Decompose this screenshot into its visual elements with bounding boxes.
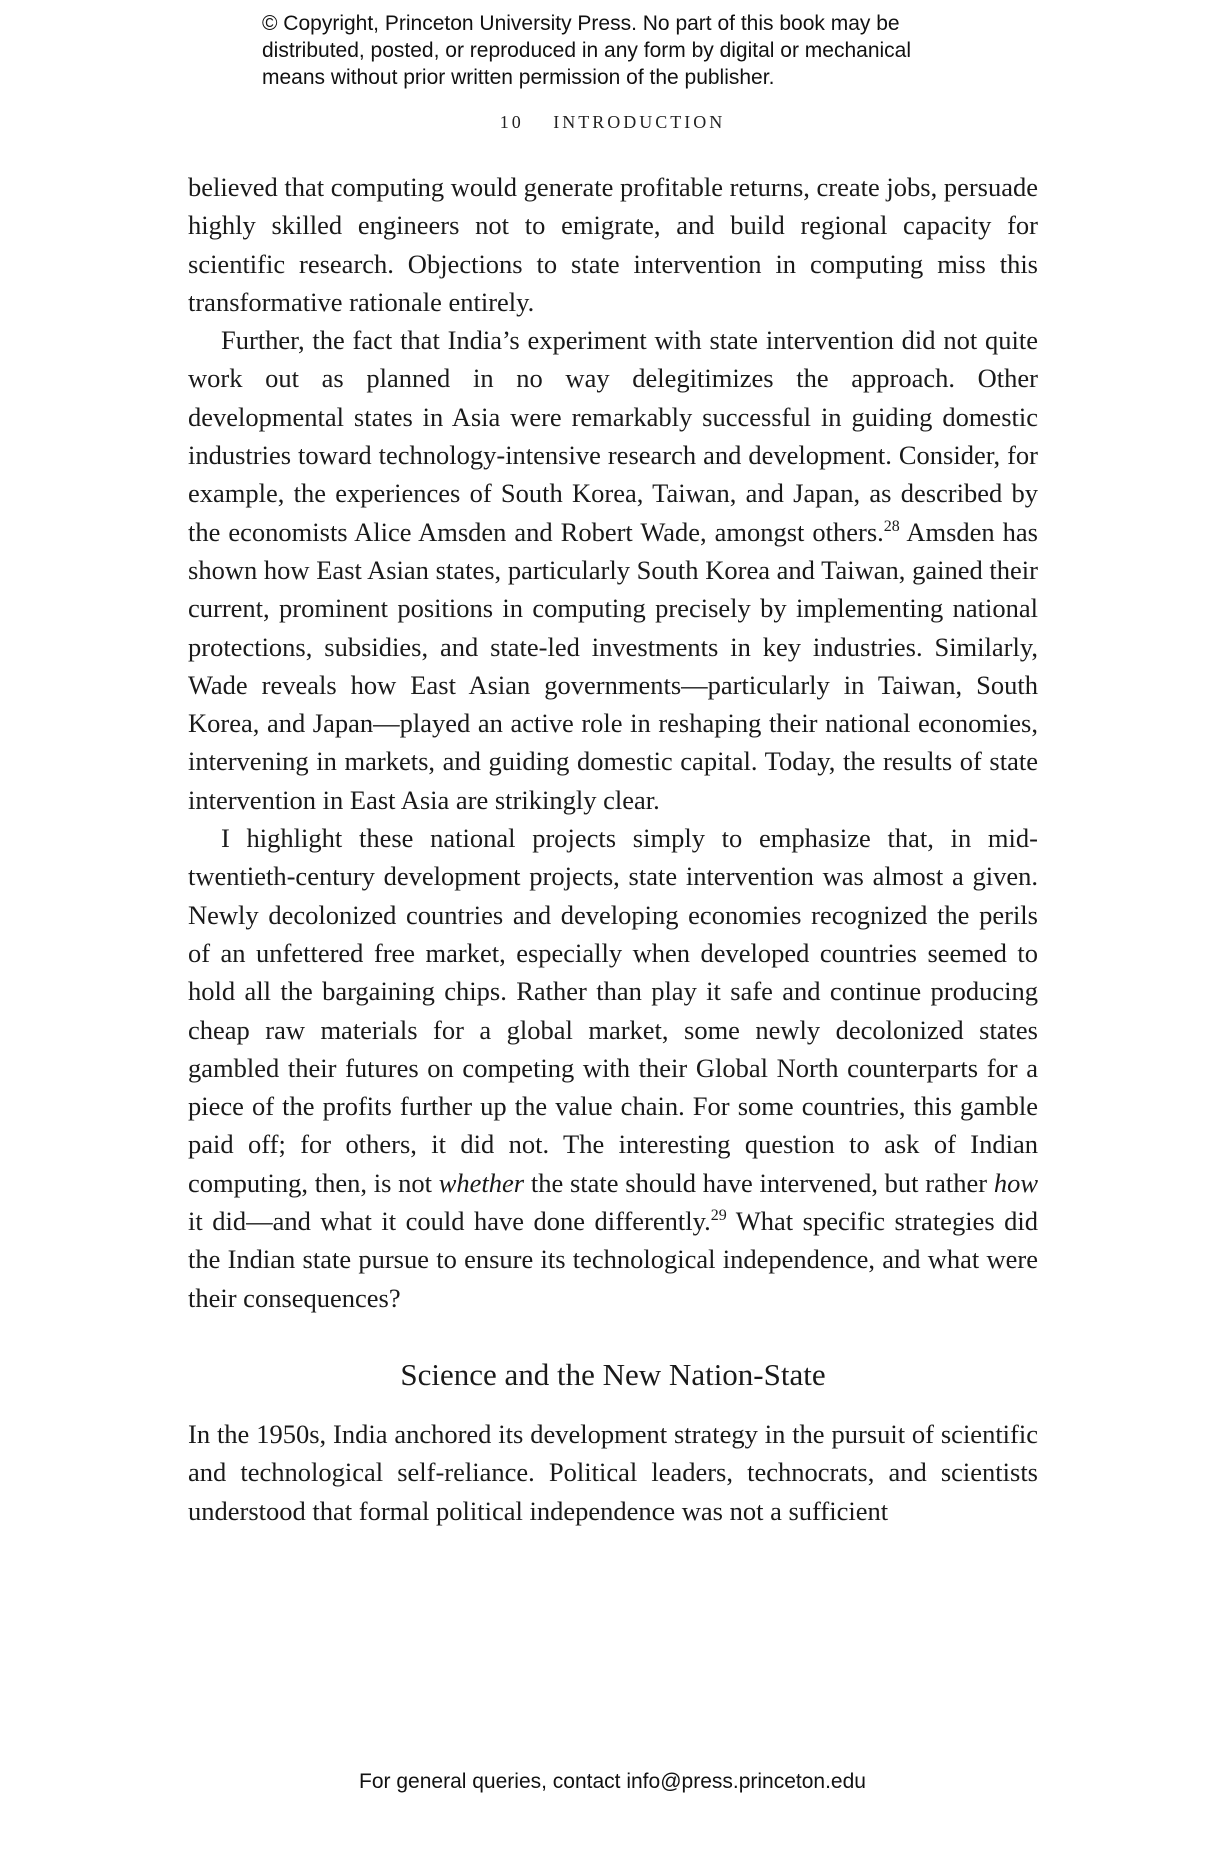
running-head: [0, 112, 1225, 133]
copyright-line: distributed, posted, or reproduced in any form by digital or mechanical: [262, 39, 912, 62]
paragraph: [188, 168, 1038, 321]
paragraph-text: Amsden has shown how East Asian states, particularly South Korea and Taiwan, gained their current, prominent positions in computing precisely by implementing national protections, subsidies, and state-led investments in key industries. Similarly, Wade reveals how East Asian governments—particularly in Taiwan, South Korea, and Japan—played an active role in reshaping their national economies, intervening in markets, and guiding domestic capital. Today, the results of state intervention in East Asia are strikingly clear.: [188, 516, 1038, 815]
paragraph-text: believed that computing would generate profitable returns, create jobs, persuade highly skilled engineers not to emigrate, and build regional capacity for scientific research. Objections to state intervention in computing miss this transformative rationale entirely.: [188, 172, 1038, 317]
emphasis: whether: [438, 1167, 525, 1198]
emphasis: how: [993, 1167, 1039, 1198]
footer-contact: For general queries, contact info@press.princeton.edu: [359, 1770, 866, 1793]
paragraph-text: Further, the fact that India’s experiment with state intervention did not quite work out as planned in no way delegitimizes the approach. Other developmental states in Asia were remarkably successful in guiding domestic industries toward technology-intensive research and development. Consider, for example, the experiences of South Korea, Taiwan, and Japan, as described by the economists Alice Amsden and Robert Wade, amongst others.: [188, 325, 1038, 547]
paragraph-text: I highlight these national projects simply to emphasize that, in mid-twentieth-century development projects, state intervention was almost a given. Newly decolonized countries and developing economies recognized the perils of an unfettered free market, especially when developed countries seemed to hold all the bargaining chips. Rather than play it safe and continue producing cheap raw materials for a global market, some newly decolonized states gambled their futures on competing with their Global North counterparts for a piece of the profits further up the value chain. For some countries, this gamble paid off; for others, it did not. The interesting question to ask of Indian computing, then, is not: [188, 823, 1038, 1198]
body-text: [188, 168, 1038, 1530]
footnote-ref-29[interactable]: 29: [710, 1207, 727, 1225]
paragraph-text: What specific strategies did the Indian state pursue to ensure its technological independence, and what were their consequences?: [188, 1206, 1038, 1313]
section-heading: Science and the New Nation-State: [400, 1356, 826, 1392]
paragraph: [188, 819, 1038, 1317]
copyright-line: means without prior written permission of the publisher.: [262, 66, 775, 89]
running-title: INTRODUCTION: [553, 112, 726, 132]
page-number: 10: [499, 112, 524, 132]
paragraph-text: In the 1950s, India anchored its development strategy in the pursuit of scientific and technological self-reliance. Political leaders, technocrats, and scientists understood that formal political independence was not a sufficient: [188, 1418, 1038, 1526]
paragraph-text: the state should have intervened, but rather: [524, 1167, 994, 1198]
copyright-notice: [262, 10, 1022, 91]
paragraph-text: it did—and what it could have done differently.: [188, 1206, 711, 1237]
paragraph: [188, 321, 1038, 819]
footnote-ref-28[interactable]: 28: [883, 517, 900, 535]
copyright-line: © Copyright, Princeton University Press. No part of this book may be: [262, 12, 900, 35]
paragraph: [188, 1415, 1038, 1530]
